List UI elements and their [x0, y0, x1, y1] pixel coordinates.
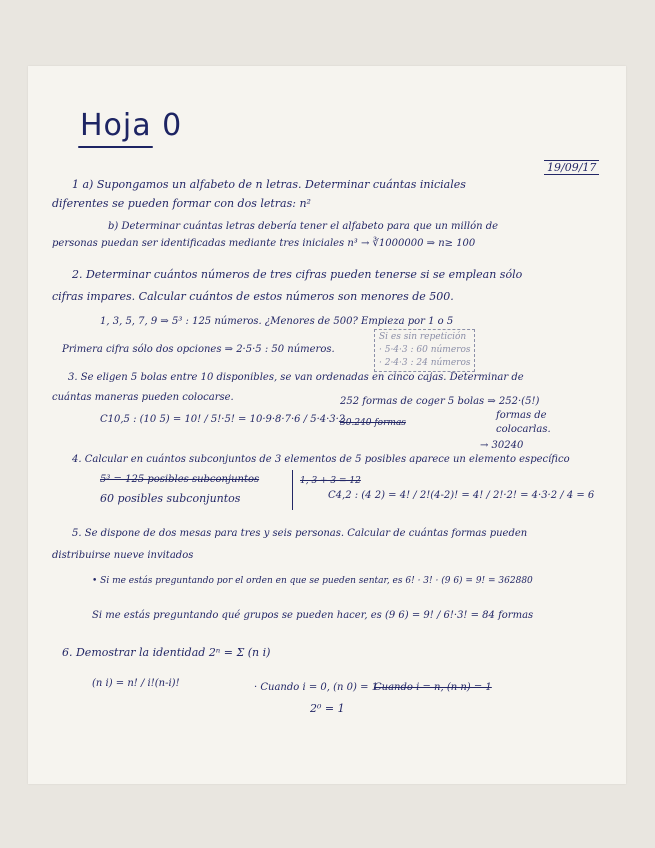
problem-4-line-c: 60 posibles subconjuntos [100, 492, 241, 505]
problem-6-case-zero: · Cuando i = 0, (n 0) = 1 [254, 682, 378, 693]
problem-3-line-e: colocarlas. [496, 424, 551, 435]
problem-6-case-n: Cuando i = n, (n n) = 1 [374, 682, 492, 693]
problem-6-result: 2⁰ = 1 [310, 702, 345, 715]
problem-4-line-a: 4. Calcular en cuántos subconjuntos de 3 elementos de 5 posibles aparece un elemento específico [72, 454, 570, 465]
problem-2-note-box [374, 329, 475, 372]
problem-2-line-d: Primera cifra sólo dos opciones ⇒ 2·5·5 : 50 números. [62, 344, 335, 355]
problem-2-line-a: 2. Determinar cuántos números de tres cifras pueden tenerse si se emplean sólo [72, 268, 523, 281]
problem-3-line-a: 3. Se eligen 5 bolas entre 10 disponibles, se van ordenadas en cinco cajas. Determinar de [68, 372, 524, 383]
problem-2-line-b: cifras impares. Calcular cuántos de estos números son menores de 500. [52, 290, 454, 303]
problem-1-line-c: b) Determinar cuántas letras debería tener el alfabeto para que un millón de [108, 221, 499, 232]
problem-4-crossed-calc: 1, 3 + 3 = 12 [300, 476, 361, 486]
problem-3-line-b: cuántas maneras pueden colocarse. [52, 392, 234, 403]
problem-3-line-d: formas de [496, 410, 547, 421]
page-title: Hoja 0 [80, 108, 183, 143]
problem-1-line-d: personas puedan ser identificadas mediante tres iniciales n³ → ∛1000000 ⇒ n≥ 100 [52, 238, 476, 249]
title-underline [78, 146, 153, 148]
problem-3-formula: C10,5 : (10 5) = 10! / 5!·5! = 10·9·8·7·6 / 5·4·3·2 [100, 414, 346, 425]
problem-3-line-c: 252 formas de coger 5 bolas ⇒ 252·(5!) [340, 396, 540, 407]
problem-3-crossed-result: 30.240 formas [340, 418, 406, 428]
problem-5-line-d: Si me estás preguntando qué grupos se pueden hacer, es (9 6) = 9! / 6!·3! = 84 formas [92, 610, 534, 621]
problem-6-line-a: 6. Demostrar la identidad 2ⁿ = Σ (n i) [62, 646, 271, 659]
problem-1-line-a: 1 a) Supongamos un alfabeto de n letras. Determinar cuántas iniciales [72, 178, 466, 191]
problem-3-result: → 30240 [480, 440, 524, 451]
problem-2-line-c: 1, 3, 5, 7, 9 ⇒ 5³ : 125 números. ¿Menores de 500? Empieza por 1 o 5 [100, 316, 454, 327]
note-box-line-3: · 2·4·3 : 24 números [379, 358, 471, 368]
problem-4-formula: C4,2 : (4 2) = 4! / 2!(4-2)! = 4! / 2!·2! = 4·3·2 / 4 = 6 [328, 490, 595, 501]
note-box-line-2: · 5·4·3 : 60 números [379, 345, 471, 355]
problem-4-divider [292, 470, 293, 510]
problem-4-crossed-line: 5³ = 125 posibles subconjuntos [100, 474, 260, 485]
problem-5-line-a: 5. Se dispone de dos mesas para tres y seis personas. Calcular de cuántas formas pueden [72, 528, 528, 539]
notebook-page [28, 66, 626, 784]
date-stamp: 19/09/17 [544, 160, 599, 175]
problem-5-line-c: • Si me estás preguntando por el orden en que se pueden sentar, es 6! · 3! · (9 6) = 9! = 362880 [92, 576, 533, 586]
problem-5-line-b: distribuirse nueve invitados [52, 550, 194, 561]
problem-1-line-b: diferentes se pueden formar con dos letras: n² [52, 197, 311, 210]
problem-6-binomial-def: (n i) = n! / i!(n-i)! [92, 678, 180, 689]
note-box-line-1: Si es sin repetición [379, 332, 467, 342]
